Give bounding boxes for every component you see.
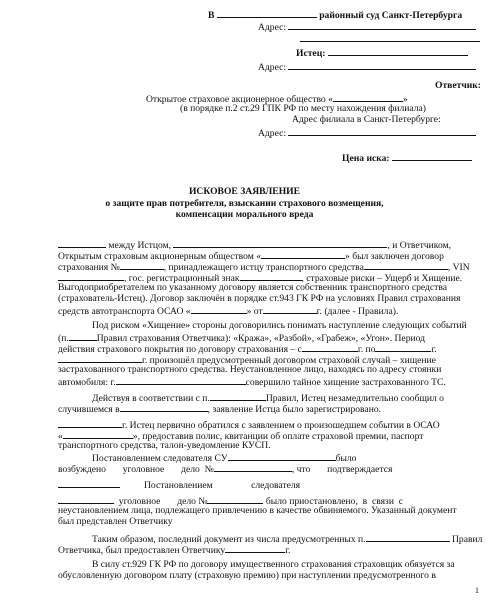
- plaintiff-line: [296, 46, 468, 59]
- court-address-label: Адрес:: [258, 22, 287, 33]
- court-prefix: В: [208, 10, 215, 21]
- body-line-25: Таким образом, последний документ из числа предусмотренных п. Правил: [92, 534, 483, 545]
- body-line-16: г. Истец первично обратился с заявлением о произошедшем событии в ОСАО: [58, 418, 440, 431]
- body-line-1: между Истцом, , и Ответчиком,: [58, 238, 451, 251]
- branch-address: Адрес филиала в Санкт-Петербурге:: [292, 114, 441, 125]
- body-line-11: г. произошёл предусмотренный договором страховой случай – хищение: [58, 353, 436, 366]
- claim-price-line: [342, 151, 472, 164]
- branch-address-line: [258, 126, 476, 139]
- page-number: 1: [475, 586, 479, 595]
- body-line-10: действия страхового покрытия по договору страхования – с г. по г.: [58, 344, 437, 355]
- body-line-17: « », предоставив полис, квитанции об оплате страховой премии, паспорт: [58, 431, 424, 442]
- body-line-20: возбуждено уголовное дело № , что подтверждается: [58, 464, 393, 475]
- body-line-24: был представлен Ответчику: [58, 516, 173, 527]
- body-line-14: Действуя в соответствии с п. Правил, Истец незамедлительно сообщил о: [92, 393, 444, 404]
- body-line-18: транспортного средства, талон-уведомление КУСП.: [58, 440, 271, 451]
- body-line-19: Постановлением следователя СУ было: [92, 453, 357, 464]
- body-line-23: неустановлением лица, подлежащего привлечению в качестве обвиняемого. Указанный документ: [58, 505, 457, 516]
- body-line-15: случившемся в , заявление Истца было зарегистрировано.: [58, 404, 382, 415]
- body-line-3: страхования № , принадлежащего истцу транспортного средства , VIN: [58, 262, 470, 273]
- document-subtitle-2: компенсации морального вреда: [175, 209, 314, 220]
- plaintiff-address-label: Адрес:: [258, 62, 287, 73]
- body-line-22: уголовное дело № было приостановлено, в связи с: [58, 494, 403, 507]
- defendant-name: Открытое страховое акционерное общество «: [146, 94, 333, 105]
- body-line-26: Ответчика, был предоставлен Ответчику г.: [58, 545, 291, 556]
- plaintiff-address-line: [258, 60, 476, 73]
- document-title: ИСКОВОЕ ЗАЯВЛЕНИЕ: [188, 186, 301, 197]
- court-address-blank: [300, 32, 480, 45]
- body-line-21: Постановлением следователя: [58, 478, 300, 491]
- body-line-27: В силу ст.929 ГК РФ по договору имущественного страхования страховщик обязуется за: [92, 559, 455, 570]
- body-line-2: Открытым страховым акционерным обществом « » был заключен договор: [58, 251, 444, 262]
- body-line-5: Выгодоприобретателем по указанному договору является собственник транспортного средства: [58, 282, 448, 293]
- defendant-label: Ответчик:: [435, 80, 481, 91]
- defendant-note: (в порядке п.2 ст.29 ГПК РФ по месту нахождения филиала): [180, 103, 426, 114]
- body-line-28: обусловленную договором плату (страховую премию) при наступлении предусмотренного в: [58, 570, 436, 581]
- defendant-name-line: Открытое страховое акционерное общество « »: [146, 94, 408, 105]
- body-line-6: (страхователь-Истец). Договор заключён в порядке ст.943 ГК РФ на условиях Правил страхования: [58, 293, 461, 304]
- body-line-13: автомобиля: г. совершило тайное хищение застрахованного ТС.: [58, 377, 446, 388]
- plaintiff-label: Истец:: [296, 48, 326, 59]
- branch-address-label: Адрес:: [258, 128, 287, 139]
- body-line-9: (п. Правил страхования Ответчика): «Кража», «Разбой», «Грабеж», «Угон». Период: [58, 333, 426, 344]
- claim-price-label: Цена иска:: [342, 153, 390, 164]
- body-line-4: , гос. регистрационный знак , страховые риски – Ущерб и Хищение.: [58, 271, 462, 284]
- body-line-8: Под риском «Хищение» стороны договорились понимать наступление следующих событий: [92, 320, 467, 331]
- court-suffix: районный суд Санкт-Петербурга: [319, 10, 463, 21]
- document-subtitle-1: о защите прав потребителя, взыскании страхового возмещения,: [105, 198, 384, 209]
- body-line-12: застрахованного транспортного средства. Неустановленное лицо, находясь по адресу стоянки: [58, 364, 442, 375]
- body-line-7: средств автотранспорта ОСАО « » от г. (далее - Правила).: [58, 306, 399, 317]
